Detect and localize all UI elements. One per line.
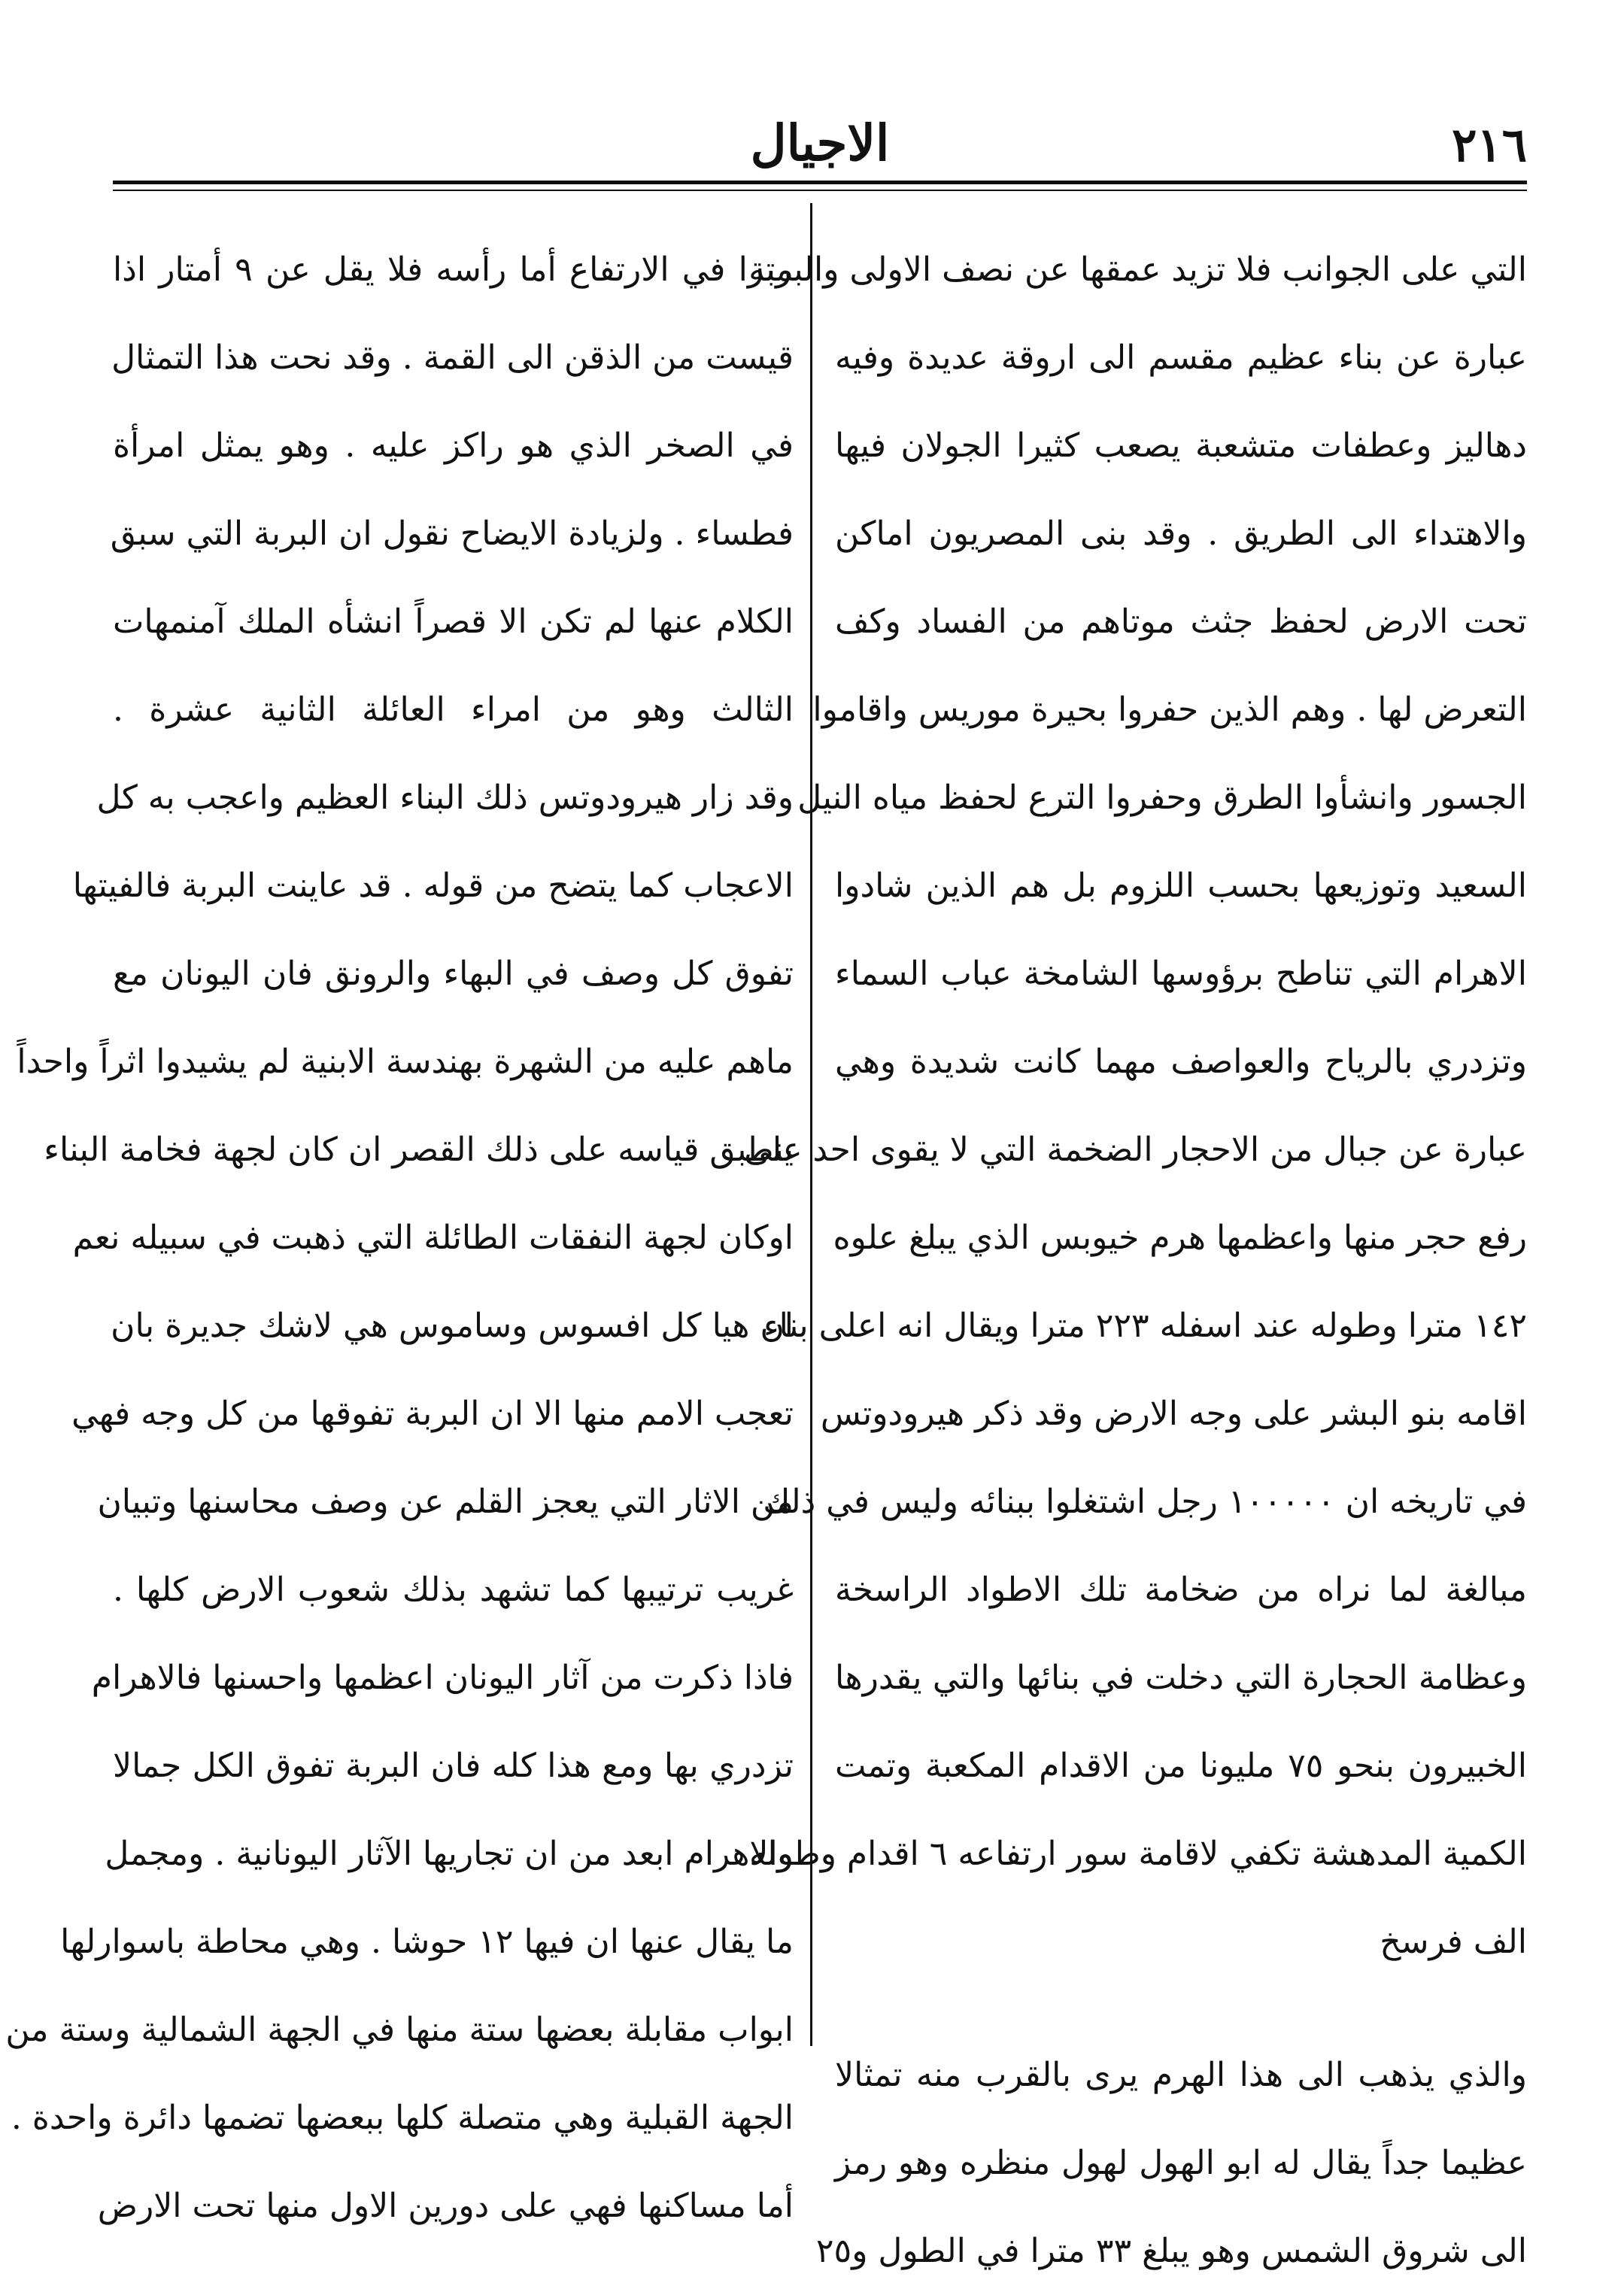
text-line: الخبيرون بنحو ٧٥ مليونا من الاقدام المكعبة وتمت [835,1747,1527,1785]
text-line: اوكان لجهة النفقات الطائلة التي ذهبت في سبيله نعم [72,1219,794,1257]
text-line: مترا في الارتفاع أما رأسه فلا يقل عن ٩ أمتار اذا [113,250,794,289]
text-line: عبارة عن جبال من الاحجار الضخمة التي لا يقوى احد على [744,1131,1527,1169]
text-line: والاهتداء الى الطريق . وقد بنى المصريون اماكن [835,515,1527,553]
text-line: الجهة القبلية وهي متصلة كلها ببعضها تضمها دائرة واحدة . [11,2099,794,2137]
text-line: دهاليز وعطفات متشعبة يصعب كثيرا الجولان فيها [835,427,1527,465]
text-line: من الاثار التي يعجز القلم عن وصف محاسنها وتبيان [97,1483,794,1521]
text-line: ان هيا كل افسوس وساموس هي لاشك جديرة بان [111,1307,794,1345]
text-line: وقد زار هيرودوتس ذلك البناء العظيم واعجب به كل [96,779,794,817]
text-line: الجسور وانشأوا الطرق وحفروا الترع لحفظ مياه النيل [797,779,1527,817]
running-title: الاجيال [750,114,890,172]
text-line: فطساء . ولزيادة الايضاح نقول ان البربة التي سبق [110,515,794,553]
text-line: فاذا ذكرت من آثار اليونان اعظمها واحسنها فالاهرام [91,1659,794,1697]
text-line: تعجب الامم منها الا ان البربة تفوقها من كل وجه فهي [71,1395,794,1433]
text-line: غريب ترتيبها كما تشهد بذلك شعوب الارض كلها . [113,1571,794,1609]
text-line: ماهم عليه من الشهرة بهندسة الابنية لم يشيدوا اثراً واحداً [17,1043,794,1081]
header-rule-thick [113,181,1527,184]
text-line: التعرض لها . وهم الذين حفروا بحيرة موريس واقاموا [812,691,1527,729]
paragraph-break [835,1986,1527,2031]
text-line: ما يقال عنها ان فيها ١٢ حوشا . وهي محاطة باسوارلها [60,1923,794,1961]
text-line: السعيد وتوزيعها بحسب اللزوم بل هم الذين شادوا [835,867,1527,905]
page-header [113,113,1527,181]
text-line: ينطبق قياسه على ذلك القصر ان كان لجهة فخامة البناء [44,1131,794,1169]
text-line: عبارة عن بناء عظيم مقسم الى اروقة عديدة وفيه [835,338,1527,377]
text-line: والاهرام ابعد من ان تجاريها الآثار اليونانية . ومجمل [105,1835,794,1873]
text-line: اقامه بنو البشر على وجه الارض وقد ذكر هيرودوتس [820,1395,1527,1433]
text-line: في الصخر الذي هو راكز عليه . وهو يمثل امرأة [113,427,794,465]
text-line: الكمية المدهشة تكفي لاقامة سور ارتفاعه ٦ اقدام وطوله [748,1835,1527,1873]
text-line: تزدري بها ومع هذا كله فان البربة تفوق الكل جمالا [113,1747,794,1785]
text-line: ١٤٢ مترا وطوله عند اسفله ٢٢٣ مترا ويقال انه اعلى بناء [763,1307,1527,1345]
page-number: ٢١٦ [1452,117,1527,172]
text-line: والذي يذهب الى هذا الهرم يرى بالقرب منه تمثالا [835,2056,1527,2094]
text-line: الاهرام التي تناطح برؤوسها الشامخة عباب السماء [835,955,1527,993]
text-line: الى شروق الشمس وهو يبلغ ٣٣ مترا في الطول و٢٥ [815,2232,1527,2270]
text-line: وعظامة الحجارة التي دخلت في بنائها والتي يقدرها [835,1659,1527,1697]
text-line: ابواب مقابلة بعضها ستة منها في الجهة الشمالية وستة من [5,2011,794,2049]
text-line: تفوق كل وصف في البهاء والرونق فان اليونان مع [113,955,794,993]
text-line: قيست من الذقن الى القمة . وقد نحت هذا التمثال [111,338,794,377]
text-line: وتزدري بالرياح والعواصف مهما كانت شديدة وهي [835,1043,1527,1081]
text-line: أما مساكنها فهي على دورين الاول منها تحت الارض [97,2187,794,2225]
text-line: رفع حجر منها واعظمها هرم خيوبس الذي يبلغ علوه [833,1219,1527,1257]
text-line: تحت الارض لحفظ جثث موتاهم من الفساد وكف [835,603,1527,641]
text-line: الكلام عنها لم تكن الا قصراً انشأه الملك آمنمهات [113,603,794,641]
right-column [744,226,1528,2295]
text-line: الف فرسخ [1380,1923,1527,1961]
text-line: عظيما جداً يقال له ابو الهول لهول منظره وهو رمز [835,2144,1528,2182]
text-line: التي على الجوانب فلا تزيد عمقها عن نصف الاولى والبربة [748,250,1527,289]
left-column [5,226,794,2250]
text-line: في تاريخه ان ١٠٠٠٠٠ رجل اشتغلوا ببنائه وليس في ذلك [763,1483,1527,1521]
header-rule-thin [113,190,1527,191]
text-line: مبالغة لما نراه من ضخامة تلك الاطواد الراسخة [835,1571,1527,1609]
text-line: الاعجاب كما يتضح من قوله . قد عاينت البربة فالفيتها [72,867,794,905]
text-line: الثالث وهو من امراء العائلة الثانية عشرة . [113,691,794,729]
